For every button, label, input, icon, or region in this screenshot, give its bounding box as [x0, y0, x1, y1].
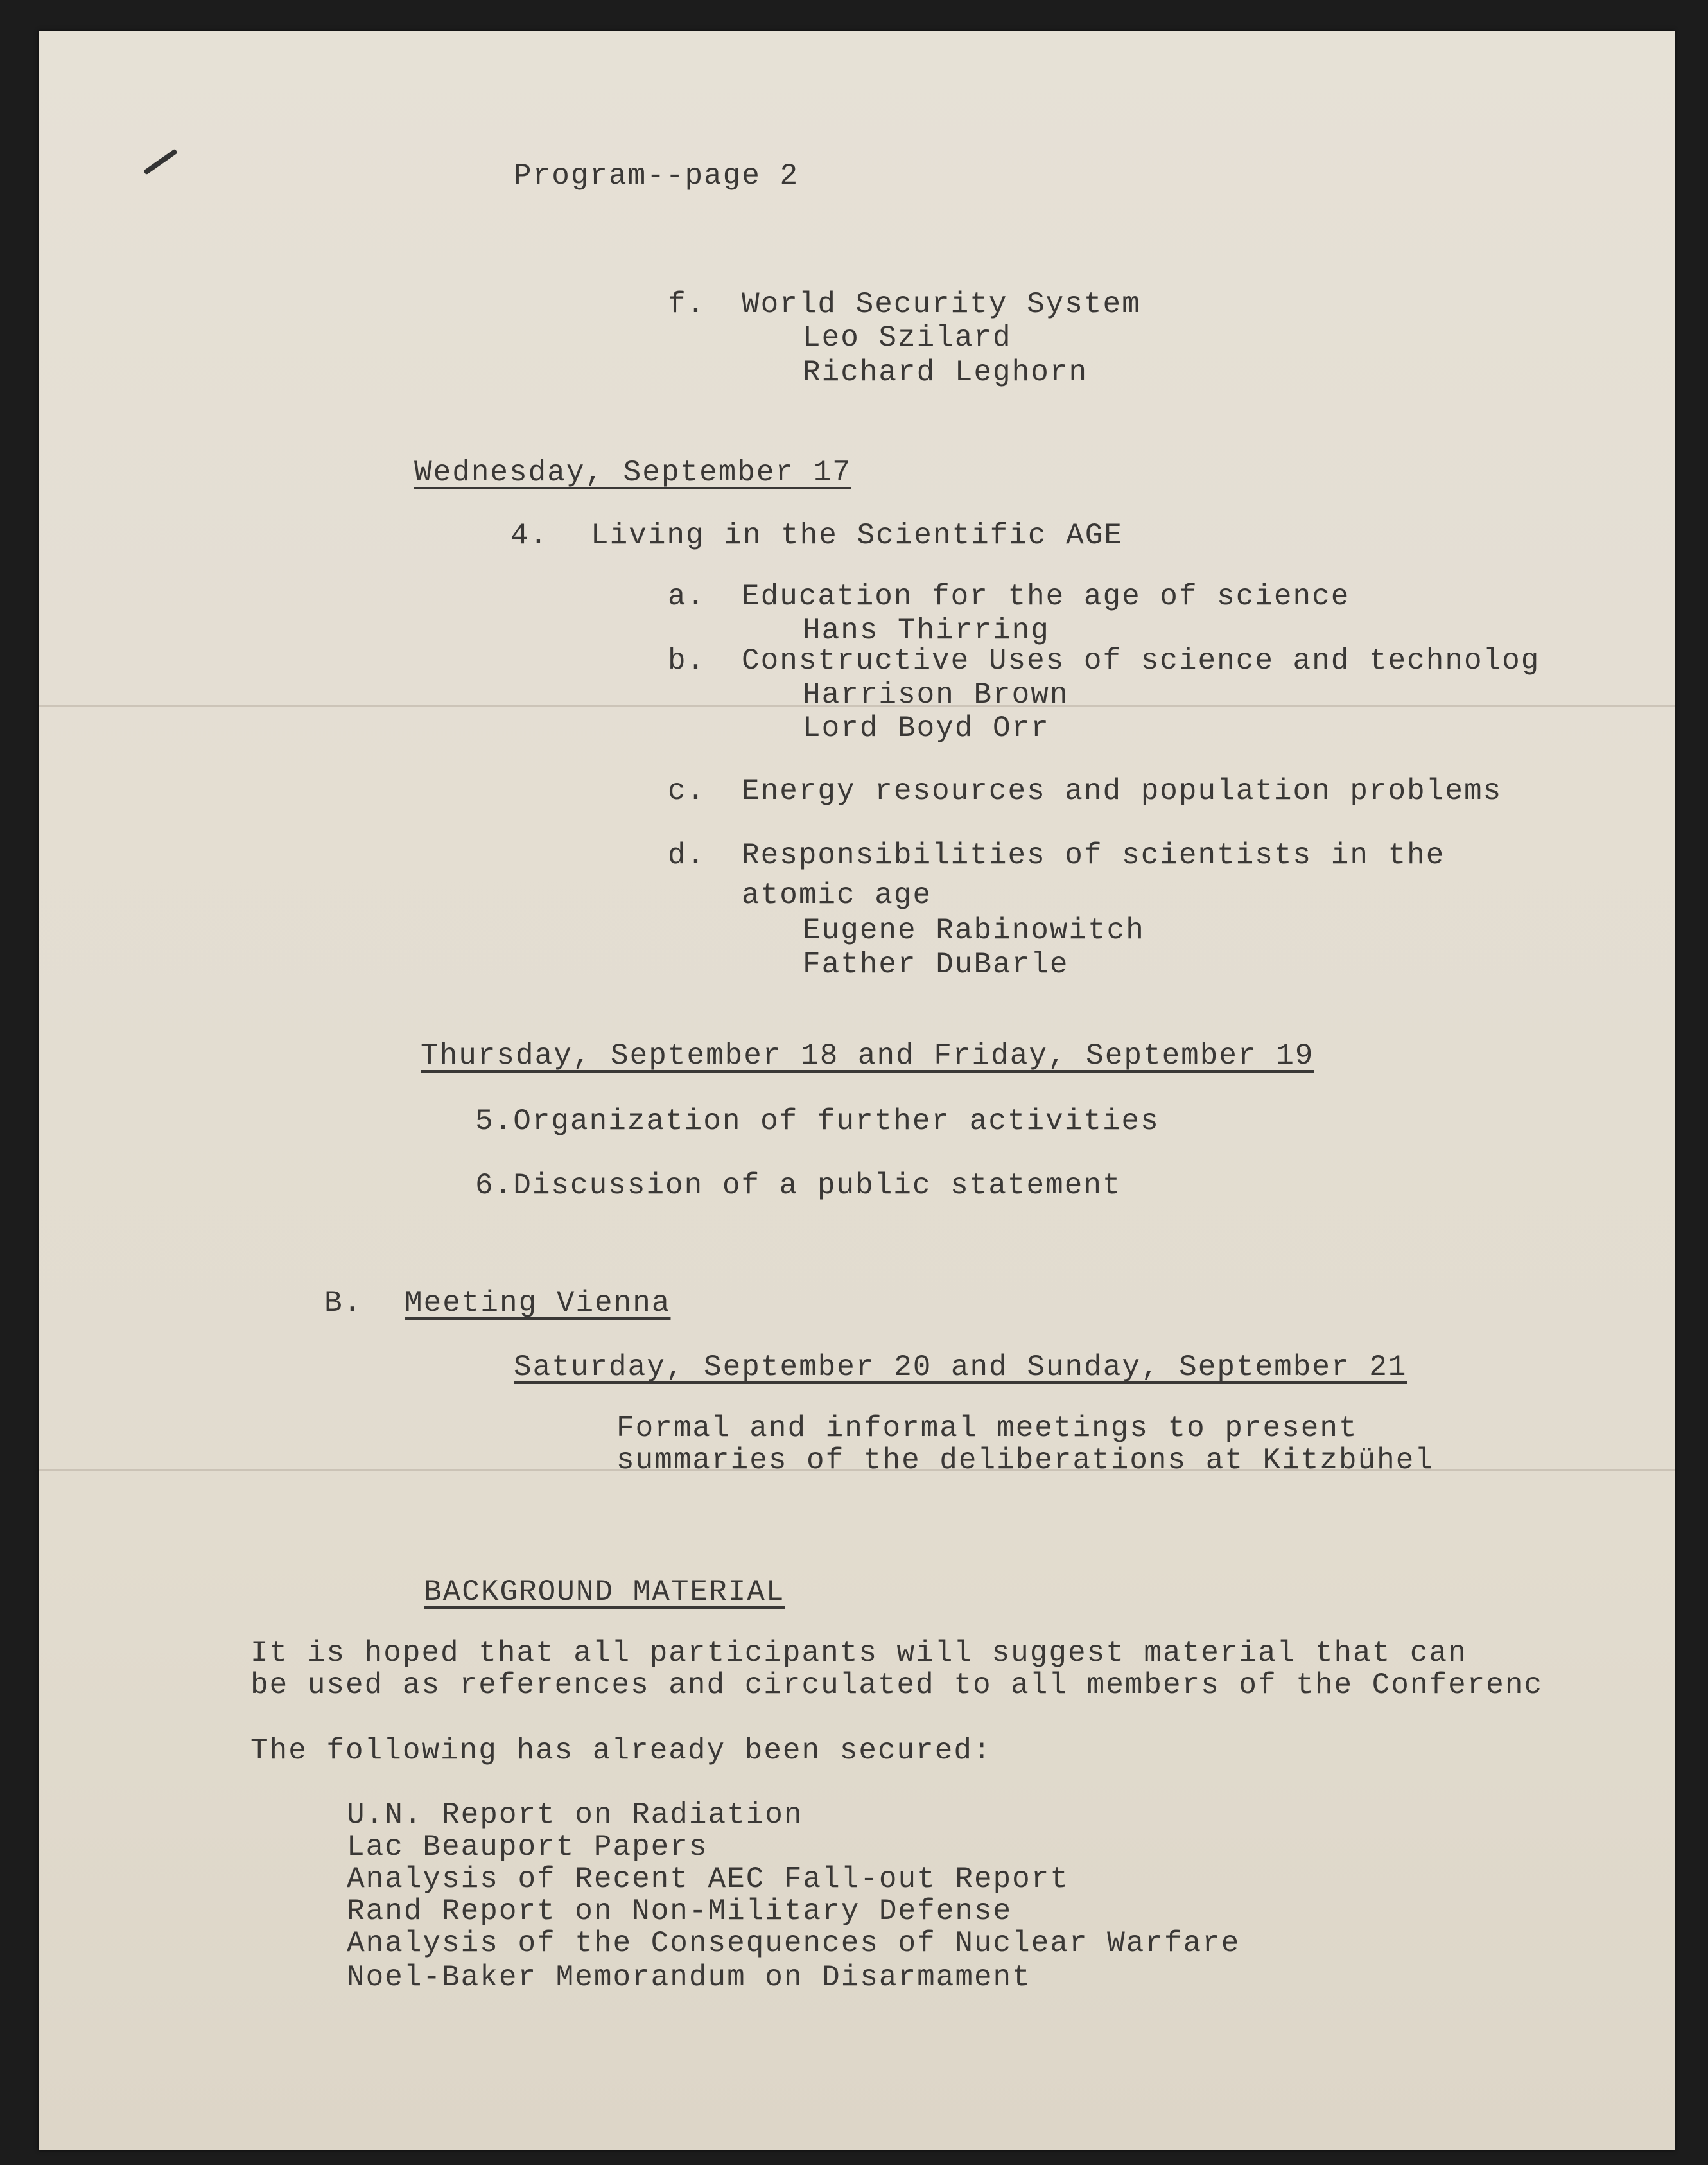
day-heading-weekend: Saturday, September 20 and Sunday, September 21 — [514, 1351, 1407, 1384]
speaker: Eugene Rabinowitch — [803, 914, 1145, 947]
section-f-marker: f. — [668, 288, 706, 321]
section-b-description: summaries of the deliberations at Kitzbühel — [616, 1444, 1434, 1477]
section-b-title: Meeting Vienna — [405, 1286, 671, 1320]
material-item: Analysis of the Consequences of Nuclear Warfare — [347, 1927, 1241, 1960]
material-item: Rand Report on Non-Military Defense — [347, 1895, 1013, 1928]
material-item: Lac Beauport Papers — [347, 1830, 708, 1864]
subitem-marker: b. — [668, 644, 706, 678]
day-heading-wednesday: Wednesday, September 17 — [414, 456, 851, 489]
secured-intro: The following has already been secured: — [250, 1734, 992, 1767]
subitem-title: Responsibilities of scientists in the — [742, 839, 1445, 872]
background-heading: BACKGROUND MATERIAL — [424, 1575, 785, 1609]
subitem-title: Constructive Uses of science and technolog — [742, 644, 1540, 678]
item-number: 4. — [510, 519, 549, 552]
background-paragraph: be used as references and circulated to all members of the Conferenc — [250, 1669, 1544, 1702]
subitem-marker: d. — [668, 839, 706, 872]
material-item: Noel-Baker Memorandum on Disarmament — [347, 1961, 1031, 1994]
subitem-title: Education for the age of science — [742, 580, 1350, 613]
speaker: Leo Szilard — [803, 321, 1012, 355]
item-title: Living in the Scientific AGE — [591, 519, 1123, 552]
subitem-title: Energy resources and population problems — [742, 775, 1503, 808]
speaker: Father DuBarle — [803, 948, 1069, 981]
day-heading-thursday-friday: Thursday, September 18 and Friday, September 19 — [421, 1039, 1314, 1073]
agenda-item: 5.Organization of further activities — [475, 1105, 1160, 1138]
section-b-marker: B. — [324, 1286, 363, 1320]
speaker: Lord Boyd Orr — [803, 712, 1050, 745]
subitem-marker: a. — [668, 580, 706, 613]
background-paragraph: It is hoped that all participants will suggest material that can — [250, 1636, 1467, 1670]
page-header: Program--page 2 — [514, 159, 799, 193]
document-page — [39, 31, 1675, 2150]
section-b-description: Formal and informal meetings to present — [616, 1412, 1358, 1445]
speaker: Harrison Brown — [803, 678, 1069, 712]
agenda-item: 6.Discussion of a public statement — [475, 1169, 1122, 1202]
speaker: Richard Leghorn — [803, 356, 1088, 389]
pen-mark — [143, 149, 178, 175]
subitem-marker: c. — [668, 775, 706, 808]
material-item: U.N. Report on Radiation — [347, 1798, 803, 1832]
section-f-title: World Security System — [742, 288, 1141, 321]
subitem-title-continued: atomic age — [742, 879, 932, 912]
speaker: Hans Thirring — [803, 614, 1050, 647]
material-item: Analysis of Recent AEC Fall-out Report — [347, 1863, 1069, 1896]
